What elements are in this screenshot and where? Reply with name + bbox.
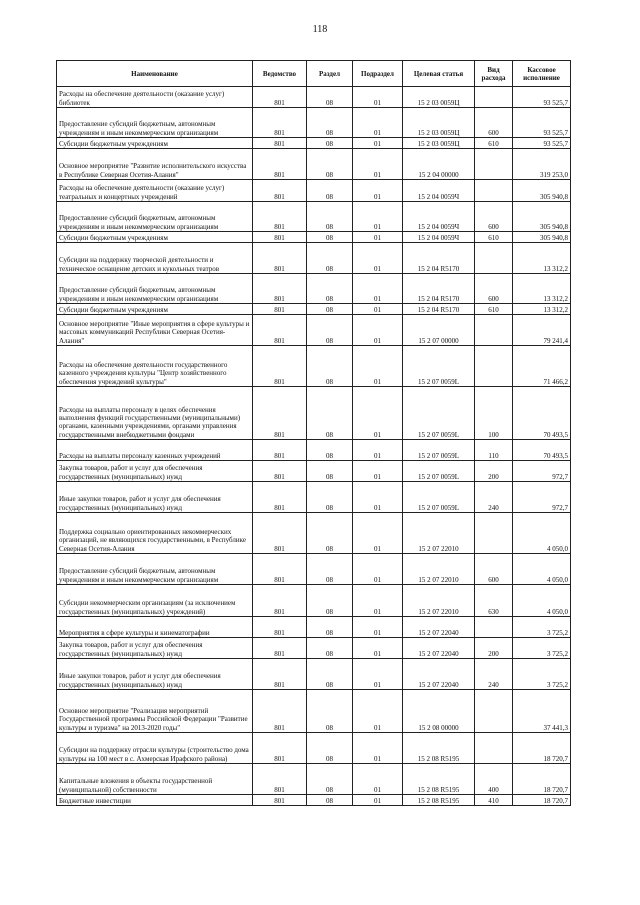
cell-target-item: 15 2 03 0059Ц [403, 108, 475, 138]
cell-expense-kind: 600 [475, 108, 513, 138]
cell-department: 801 [253, 315, 307, 346]
cell-name: Предоставление субсидий бюджетным, автономным учреждениям и иным некоммерческим организациям [57, 202, 253, 232]
cell-section: 08 [307, 513, 353, 554]
cell-section: 08 [307, 585, 353, 617]
cell-subsection: 01 [353, 232, 403, 243]
cell-amount: 4 050,0 [513, 585, 571, 617]
table-row [57, 554, 571, 585]
header-name: Наименование [57, 61, 253, 87]
cell-subsection: 01 [353, 764, 403, 795]
cell-name: Расходы на обеспечение деятельности (оказание услуг) театральных и концертных учреждений [57, 180, 253, 202]
header-cash-execution: Кассовое исполнение [513, 61, 571, 87]
cell-target-item: 15 2 07 22010 [403, 513, 475, 554]
cell-target-item: 15 2 08 R5195 [403, 733, 475, 764]
cell-target-item: 15 2 07 0059L [403, 346, 475, 387]
cell-amount: 305 940,8 [513, 180, 571, 202]
cell-section: 08 [307, 617, 353, 638]
cell-name: Субсидии бюджетным учреждениям [57, 232, 253, 243]
cell-name: Предоставление субсидий бюджетным, автономным учреждениям и иным некоммерческим организациям [57, 554, 253, 585]
cell-section: 08 [307, 149, 353, 180]
cell-expense-kind [475, 87, 513, 108]
cell-target-item: 15 2 07 0059L [403, 440, 475, 461]
cell-subsection: 01 [353, 87, 403, 108]
cell-target-item: 15 2 04 00000 [403, 149, 475, 180]
cell-department: 801 [253, 638, 307, 659]
cell-target-item: 15 2 07 22040 [403, 638, 475, 659]
cell-section: 08 [307, 108, 353, 138]
cell-expense-kind: 200 [475, 638, 513, 659]
table-row [57, 513, 571, 554]
cell-expense-kind [475, 149, 513, 180]
cell-expense-kind [475, 315, 513, 346]
cell-amount: 93 525,7 [513, 138, 571, 149]
table-row [57, 180, 571, 202]
cell-department: 801 [253, 149, 307, 180]
cell-target-item: 15 2 07 00000 [403, 315, 475, 346]
cell-subsection: 01 [353, 304, 403, 315]
cell-amount: 972,7 [513, 482, 571, 513]
cell-target-item: 15 2 07 22040 [403, 617, 475, 638]
cell-expense-kind: 110 [475, 440, 513, 461]
table-row [57, 274, 571, 304]
cell-amount: 319 253,0 [513, 149, 571, 180]
cell-section: 08 [307, 638, 353, 659]
cell-amount: 93 525,7 [513, 108, 571, 138]
header-section: Раздел [307, 61, 353, 87]
cell-department: 801 [253, 387, 307, 440]
cell-target-item: 15 2 03 0059Ц [403, 138, 475, 149]
cell-target-item: 15 2 04 0059Ч [403, 232, 475, 243]
cell-amount: 71 466,2 [513, 346, 571, 387]
cell-name: Закупка товаров, работ и услуг для обеспечения государственных (муниципальных) нужд [57, 461, 253, 482]
cell-amount: 4 050,0 [513, 554, 571, 585]
cell-name: Субсидии бюджетным учреждениям [57, 138, 253, 149]
cell-subsection: 01 [353, 440, 403, 461]
header-subsection: Подраздел [353, 61, 403, 87]
cell-name: Субсидии некоммерческим организациям (за исключением государственных (муниципальных) учреждений) [57, 585, 253, 617]
cell-expense-kind: 100 [475, 387, 513, 440]
cell-amount: 4 050,0 [513, 513, 571, 554]
cell-section: 08 [307, 346, 353, 387]
cell-name: Иные закупки товаров, работ и услуг для обеспечения государственных (муниципальных) нужд [57, 482, 253, 513]
cell-department: 801 [253, 274, 307, 304]
cell-department: 801 [253, 617, 307, 638]
cell-subsection: 01 [353, 387, 403, 440]
cell-expense-kind: 610 [475, 232, 513, 243]
cell-department: 801 [253, 513, 307, 554]
table-row [57, 346, 571, 387]
cell-target-item: 15 2 04 R5170 [403, 304, 475, 315]
cell-subsection: 01 [353, 346, 403, 387]
cell-section: 08 [307, 440, 353, 461]
table-row [57, 304, 571, 315]
cell-department: 801 [253, 440, 307, 461]
cell-target-item: 15 2 08 00000 [403, 690, 475, 733]
cell-section: 08 [307, 315, 353, 346]
cell-section: 08 [307, 138, 353, 149]
cell-expense-kind [475, 180, 513, 202]
cell-section: 08 [307, 232, 353, 243]
cell-expense-kind: 630 [475, 585, 513, 617]
cell-target-item: 15 2 04 R5170 [403, 243, 475, 274]
cell-expense-kind: 410 [475, 795, 513, 806]
cell-section: 08 [307, 795, 353, 806]
table-row [57, 149, 571, 180]
cell-department: 801 [253, 554, 307, 585]
cell-target-item: 15 2 07 0059L [403, 482, 475, 513]
cell-section: 08 [307, 387, 353, 440]
cell-amount: 18 720,7 [513, 795, 571, 806]
cell-department: 801 [253, 585, 307, 617]
cell-subsection: 01 [353, 585, 403, 617]
cell-section: 08 [307, 461, 353, 482]
cell-expense-kind: 600 [475, 274, 513, 304]
cell-expense-kind: 600 [475, 554, 513, 585]
cell-section: 08 [307, 304, 353, 315]
cell-subsection: 01 [353, 108, 403, 138]
table-row [57, 138, 571, 149]
cell-department: 801 [253, 108, 307, 138]
cell-subsection: 01 [353, 461, 403, 482]
cell-target-item: 15 2 08 R5195 [403, 795, 475, 806]
cell-section: 08 [307, 659, 353, 690]
cell-expense-kind: 610 [475, 138, 513, 149]
cell-section: 08 [307, 243, 353, 274]
cell-name: Поддержка социально ориентированных некоммерческих организаций, не являющихся государственными, в Республике Северная Осетия-Алания [57, 513, 253, 554]
cell-target-item: 15 2 07 0059L [403, 387, 475, 440]
header-target-item: Целевая статья [403, 61, 475, 87]
table-row [57, 315, 571, 346]
cell-name: Предоставление субсидий бюджетным, автономным учреждениям и иным некоммерческим организациям [57, 108, 253, 138]
cell-amount: 3 725,2 [513, 659, 571, 690]
cell-name: Капитальные вложения в объекты государственной (муниципальной) собственности [57, 764, 253, 795]
table-row [57, 87, 571, 108]
cell-department: 801 [253, 232, 307, 243]
cell-name: Субсидии бюджетным учреждениям [57, 304, 253, 315]
cell-department: 801 [253, 180, 307, 202]
table-row [57, 690, 571, 733]
cell-name: Закупка товаров, работ и услуг для обеспечения государственных (муниципальных) нужд [57, 638, 253, 659]
cell-section: 08 [307, 554, 353, 585]
cell-subsection: 01 [353, 513, 403, 554]
cell-expense-kind [475, 690, 513, 733]
table-row [57, 795, 571, 806]
cell-amount: 3 725,2 [513, 617, 571, 638]
cell-name: Основное мероприятие "Развитие исполнительского искусства в Республике Северная Осетия-Алания" [57, 149, 253, 180]
cell-department: 801 [253, 795, 307, 806]
cell-department: 801 [253, 346, 307, 387]
cell-name: Субсидии на поддержку творческой деятельности и техническое оснащение детских и кукольных театров [57, 243, 253, 274]
cell-department: 801 [253, 659, 307, 690]
cell-expense-kind: 200 [475, 461, 513, 482]
cell-name: Расходы на выплаты персоналу казенных учреждений [57, 440, 253, 461]
cell-amount: 70 493,5 [513, 440, 571, 461]
cell-amount: 93 525,7 [513, 87, 571, 108]
cell-expense-kind [475, 733, 513, 764]
cell-section: 08 [307, 733, 353, 764]
cell-expense-kind: 600 [475, 202, 513, 232]
cell-amount: 18 720,7 [513, 733, 571, 764]
cell-subsection: 01 [353, 180, 403, 202]
cell-subsection: 01 [353, 274, 403, 304]
cell-department: 801 [253, 202, 307, 232]
cell-subsection: 01 [353, 554, 403, 585]
cell-amount: 972,7 [513, 461, 571, 482]
cell-name: Расходы на обеспечение деятельности государственного казенного учреждения культуры "Центр хозяйственного обеспечения учреждений культуры" [57, 346, 253, 387]
cell-target-item: 15 2 03 0059Ц [403, 87, 475, 108]
cell-target-item: 15 2 04 R5170 [403, 274, 475, 304]
cell-expense-kind: 240 [475, 659, 513, 690]
cell-amount: 305 940,8 [513, 232, 571, 243]
table-row [57, 243, 571, 274]
cell-subsection: 01 [353, 202, 403, 232]
cell-subsection: 01 [353, 659, 403, 690]
cell-section: 08 [307, 764, 353, 795]
cell-department: 801 [253, 243, 307, 274]
cell-expense-kind: 400 [475, 764, 513, 795]
budget-table [56, 60, 571, 806]
table-row [57, 108, 571, 138]
cell-expense-kind: 240 [475, 482, 513, 513]
cell-section: 08 [307, 202, 353, 232]
header-expense-kind: Вид расхода [475, 61, 513, 87]
cell-subsection: 01 [353, 733, 403, 764]
cell-section: 08 [307, 87, 353, 108]
cell-amount: 79 241,4 [513, 315, 571, 346]
cell-expense-kind [475, 617, 513, 638]
cell-amount: 13 312,2 [513, 243, 571, 274]
cell-amount: 3 725,2 [513, 638, 571, 659]
cell-expense-kind [475, 346, 513, 387]
page-number: 118 [312, 24, 328, 35]
cell-department: 801 [253, 482, 307, 513]
table-row [57, 638, 571, 659]
cell-name: Субсидии на поддержку отрасли культуры (строительство дома культуры на 100 мест в с. Ахмерская Ирафского района) [57, 733, 253, 764]
table-row [57, 585, 571, 617]
cell-amount: 305 940,8 [513, 202, 571, 232]
cell-department: 801 [253, 461, 307, 482]
cell-department: 801 [253, 733, 307, 764]
table-row [57, 202, 571, 232]
cell-name: Расходы на выплаты персоналу в целях обеспечения выполнения функций государственными (муниципальными) органами, казенными учреждениями, органами управления государственными внебюджетными фондами [57, 387, 253, 440]
header-department: Ведомство [253, 61, 307, 87]
cell-target-item: 15 2 07 22010 [403, 585, 475, 617]
table-row [57, 733, 571, 764]
cell-subsection: 01 [353, 149, 403, 180]
cell-subsection: 01 [353, 138, 403, 149]
cell-name: Основное мероприятие "Иные мероприятия в сфере культуры и массовых коммуникаций Республики Северная Осетия-Алания" [57, 315, 253, 346]
table-row [57, 461, 571, 482]
table-row [57, 482, 571, 513]
cell-name: Бюджетные инвестиции [57, 795, 253, 806]
table-row [57, 232, 571, 243]
cell-section: 08 [307, 482, 353, 513]
cell-name: Предоставление субсидий бюджетным, автономным учреждениям и иным некоммерческим организациям [57, 274, 253, 304]
table-row [57, 440, 571, 461]
cell-subsection: 01 [353, 243, 403, 274]
table-row [57, 764, 571, 795]
cell-section: 08 [307, 274, 353, 304]
cell-amount: 13 312,2 [513, 274, 571, 304]
cell-target-item: 15 2 04 0059Ч [403, 202, 475, 232]
cell-subsection: 01 [353, 638, 403, 659]
table-row [57, 617, 571, 638]
cell-department: 801 [253, 764, 307, 795]
cell-department: 801 [253, 304, 307, 315]
cell-subsection: 01 [353, 690, 403, 733]
cell-name: Основное мероприятие "Реализация мероприятий Государственной программы Российской Федерации "Развитие культуры и туризма" на 2013-2020 годы" [57, 690, 253, 733]
table-header-row [57, 61, 571, 87]
table-row [57, 659, 571, 690]
cell-section: 08 [307, 180, 353, 202]
cell-name: Мероприятия в сфере культуры и кинематографии [57, 617, 253, 638]
cell-target-item: 15 2 04 0059Ч [403, 180, 475, 202]
cell-target-item: 15 2 08 R5195 [403, 764, 475, 795]
cell-expense-kind [475, 513, 513, 554]
cell-department: 801 [253, 690, 307, 733]
cell-subsection: 01 [353, 315, 403, 346]
cell-name: Иные закупки товаров, работ и услуг для обеспечения государственных (муниципальных) нужд [57, 659, 253, 690]
cell-target-item: 15 2 07 22040 [403, 659, 475, 690]
cell-department: 801 [253, 87, 307, 108]
cell-amount: 70 493,5 [513, 387, 571, 440]
cell-name: Расходы на обеспечение деятельности (оказание услуг) библиотек [57, 87, 253, 108]
cell-subsection: 01 [353, 482, 403, 513]
cell-amount: 18 720,7 [513, 764, 571, 795]
cell-amount: 13 312,2 [513, 304, 571, 315]
cell-expense-kind: 610 [475, 304, 513, 315]
cell-subsection: 01 [353, 795, 403, 806]
cell-amount: 37 441,3 [513, 690, 571, 733]
cell-expense-kind [475, 243, 513, 274]
cell-department: 801 [253, 138, 307, 149]
cell-section: 08 [307, 690, 353, 733]
cell-subsection: 01 [353, 617, 403, 638]
cell-target-item: 15 2 07 0059L [403, 461, 475, 482]
cell-target-item: 15 2 07 22010 [403, 554, 475, 585]
table-row [57, 387, 571, 440]
